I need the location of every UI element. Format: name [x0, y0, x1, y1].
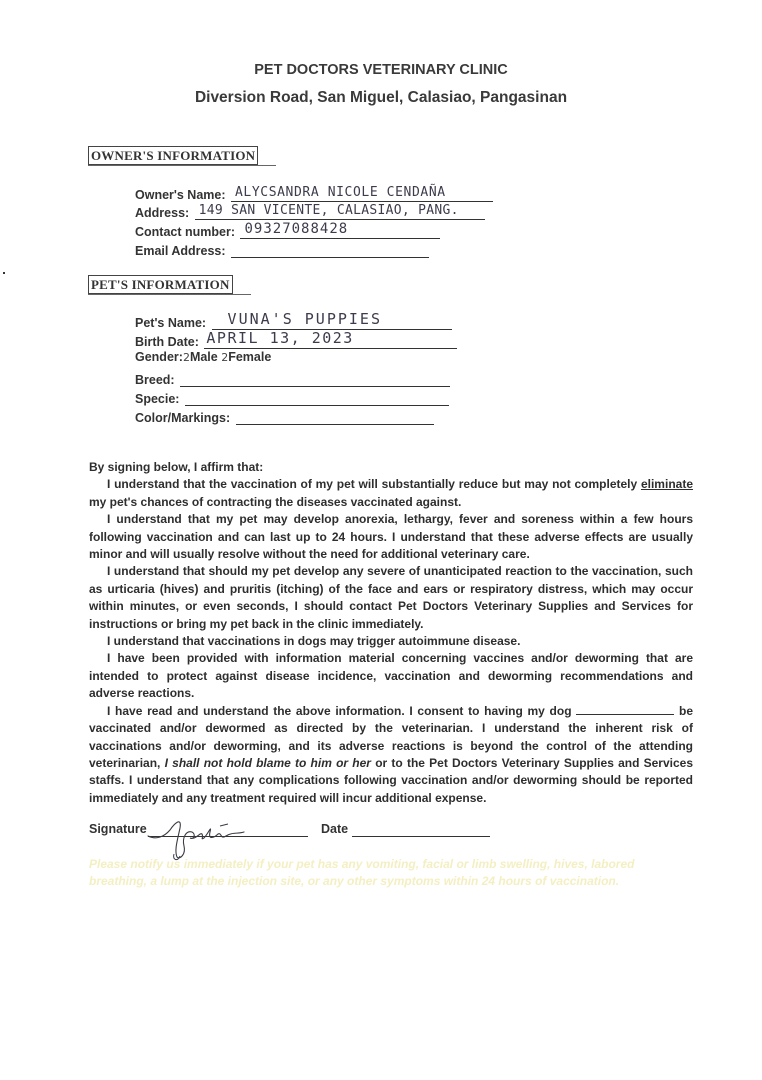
gender-field[interactable]	[135, 350, 271, 368]
pet-name-line[interactable]	[212, 310, 452, 330]
contact-number-label: Contact number:	[135, 225, 235, 239]
date-label: Date	[321, 822, 349, 836]
pet-section-heading: PET'S INFORMATION	[88, 275, 233, 294]
consent-paragraph-1	[89, 476, 693, 511]
owner-name-field[interactable]	[135, 185, 493, 203]
consent-p6-text: I have read and understand the above information. I consent to having my dog	[107, 703, 572, 718]
owner-name-line[interactable]	[231, 185, 493, 202]
specie-label: Specie:	[135, 392, 180, 406]
birth-date-value: APRIL 13, 2023	[206, 329, 354, 347]
consent-statement	[89, 459, 693, 807]
birth-date-field[interactable]	[135, 329, 457, 350]
email-field[interactable]	[135, 241, 429, 259]
consent-intro: By signing below, I affirm that:	[89, 460, 264, 474]
consent-paragraph-2: I understand that my pet may develop anorexia, lethargy, fever and soreness within a few hours following vaccination and can last up to 24 hours. I understand that these adverse effects are usually minor and will usually resolve without the need for additional veterinary care.	[89, 512, 693, 562]
color-markings-line[interactable]	[236, 408, 434, 425]
consent-paragraph-5: I have been provided with information material concerning vaccines and/or deworming that are intended to protect against disease incidence, vaccination and deworming recommendations and adverse reactions.	[89, 651, 693, 701]
birth-date-line[interactable]	[204, 329, 457, 349]
owner-address-field[interactable]	[135, 203, 485, 221]
post-vaccination-notice: Please notify us immediately if your pet has any vomiting, facial or limb swelling, hives, labored breathing, a lump at the injection site, or any other symptoms within 24 hours of vaccination.	[89, 857, 635, 888]
birth-date-label: Birth Date:	[135, 335, 199, 349]
section-divider	[88, 294, 251, 295]
pet-name-label: Pet's Name:	[135, 316, 207, 330]
dog-name-blank[interactable]	[576, 704, 674, 715]
specie-line[interactable]	[185, 389, 449, 406]
specie-field[interactable]	[135, 389, 449, 407]
pet-name-value: VUNA'S PUPPIES	[227, 310, 382, 328]
handwritten-signature	[142, 810, 254, 862]
breed-line[interactable]	[180, 370, 450, 387]
gender-label: Gender:	[135, 350, 183, 364]
male-checkmark[interactable]: 2	[182, 351, 190, 364]
owner-name-value: ALYCSANDRA NICOLE CENDAÑA	[235, 185, 446, 200]
consent-p6-text-mid: be vaccinated and/or dewormed as directed by the veterinarian. I understand the inherent risk of vaccinations and/or deworming, and its adverse reactions is beyond the control of the attending veterinarian,	[89, 703, 694, 770]
color-markings-field[interactable]	[135, 408, 434, 426]
consent-paragraph-4: I understand that vaccinations in dogs may trigger autoimmune disease.	[107, 634, 521, 649]
signature-label: Signature	[89, 822, 147, 836]
owner-section-heading: OWNER'S INFORMATION	[88, 146, 258, 165]
email-label: Email Address:	[135, 244, 226, 258]
email-line[interactable]	[231, 241, 429, 258]
consent-p6-italic: I shall not hold blame to him or her	[164, 755, 371, 770]
consent-paragraph-6	[89, 703, 693, 807]
contact-number-line[interactable]	[240, 222, 440, 239]
stray-mark	[3, 272, 5, 274]
consent-paragraph-3: I understand that should my pet develop any severe of unanticipated reaction to the vaccination, such as urticaria (hives) and pruritis (itching) of the face and ears or respiratory distress, which may occur within minutes, or even seconds, I should contact Pet Doctors Veterinary Supplies and Services for instructions or bring my pet back in the clinic immediately.	[89, 564, 693, 631]
owner-address-line[interactable]	[195, 203, 485, 220]
clinic-address: Diversion Road, San Miguel, Calasiao, Pangasinan	[194, 89, 568, 106]
gender-female-option[interactable]: Female	[228, 350, 272, 364]
section-divider	[88, 165, 276, 166]
color-markings-label: Color/Markings:	[135, 411, 231, 425]
consent-p1-text-end: my pet's chances of contracting the diseases vaccinated against.	[89, 494, 462, 509]
female-checkmark[interactable]: 2	[221, 351, 229, 364]
consent-p1-underlined: eliminate	[640, 477, 693, 492]
gender-male-option[interactable]: Male	[189, 350, 218, 364]
consent-p6-text-end: or to the Pet Doctors Veterinary Supplies and Services staffs. I understand that any complications following vaccination and/or deworming should be reported immediately and any treatment required will incur additional expense.	[89, 755, 694, 805]
breed-label: Breed:	[135, 373, 175, 387]
owner-name-label: Owner's Name:	[135, 188, 226, 202]
owner-address-value: 149 SAN VICENTE, CALASIAO, PANG.	[198, 203, 459, 218]
owner-address-label: Address:	[135, 206, 190, 220]
date-line[interactable]	[352, 836, 490, 837]
consent-p1-text: I understand that the vaccination of my pet will substantially reduce but may not completely	[107, 477, 641, 492]
breed-field[interactable]	[135, 370, 450, 388]
clinic-name: PET DOCTORS VETERINARY CLINIC	[254, 62, 508, 78]
contact-number-value: 09327088428	[244, 221, 349, 237]
contact-number-field[interactable]	[135, 222, 440, 240]
